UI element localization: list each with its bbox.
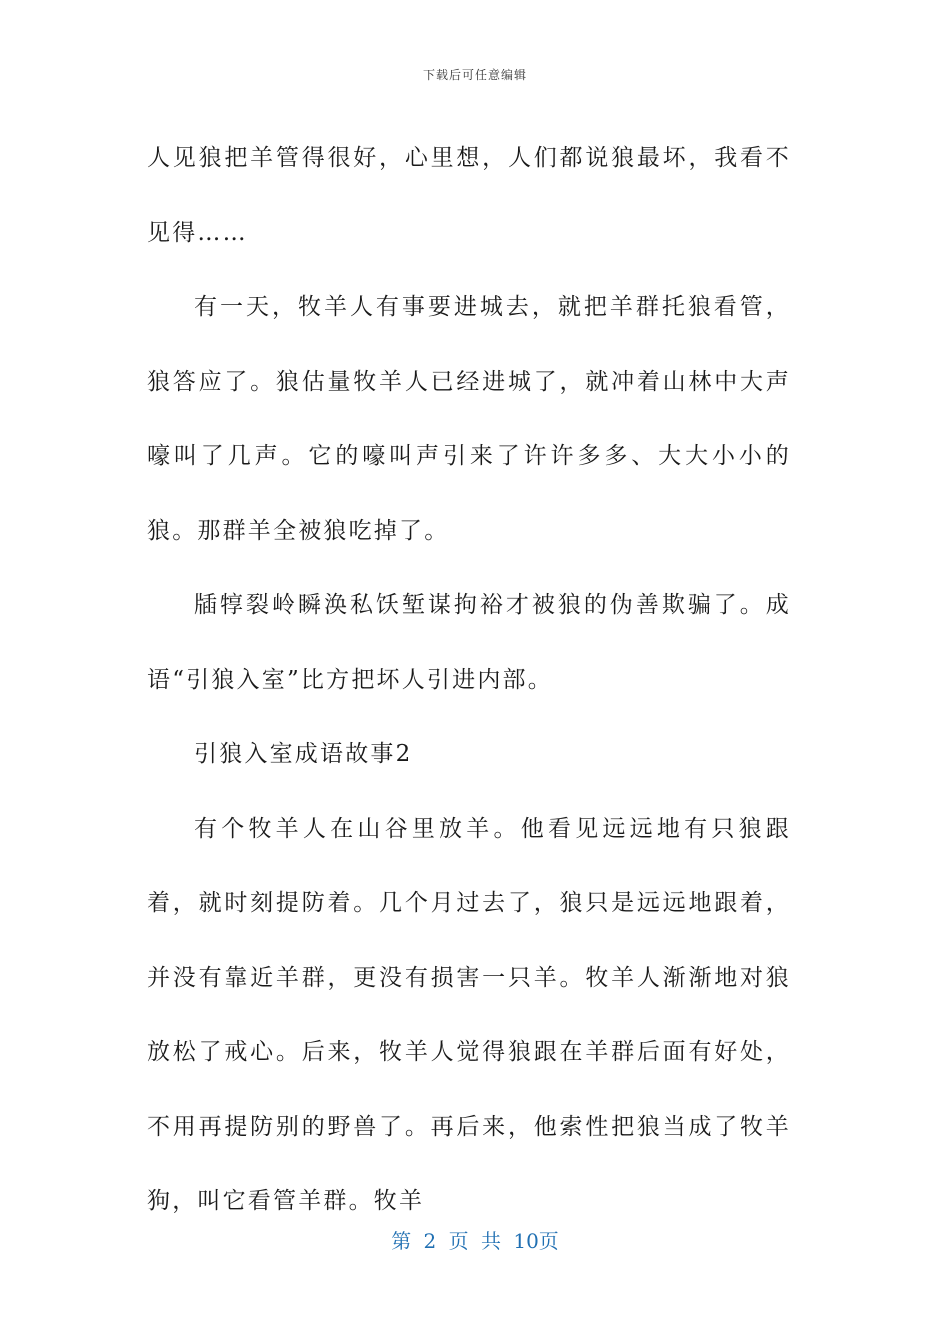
section-heading: 引狼入室成语故事2 [194,741,413,767]
page-header: 下载后可任意编辑 [422,68,527,82]
page-footer: 第 2 页 共 10页 [391,1229,559,1253]
paragraph-3: 牐犉裂岭瞬涣私饫堑谋拘裕才被狼的伪善欺骗了。成语“引狼入室”比方把坏人引进内部。 [147,592,791,693]
paragraph-2: 有一天，牧羊人有事要进城去，就把羊群托狼看管，狼答应了。狼估量牧羊人已经进城了，就冲着山林中大声嚎叫了几声。它的嚎叫声引来了许许多多、大大小小的狼。那群羊全被狼吃掉了。 [147,294,791,544]
paragraph-4: 有个牧羊人在山谷里放羊。他看见远远地有只狼跟着，就时刻提防着。几个月过去了，狼只是远远地跟着，并没有靠近羊群，更没有损害一只羊。牧羊人渐渐地对狼放松了戒心。后来，牧羊人觉得狼跟在羊群后面有好处，不用再提防别的野兽了。再后来，他索性把狼当成了牧羊狗，叫它看管羊群。牧羊 [147,815,791,1214]
document-body [147,121,791,1239]
paragraph-1: 人见狼把羊管得很好，心里想，人们都说狼最坏，我看不见得…… [147,145,791,246]
